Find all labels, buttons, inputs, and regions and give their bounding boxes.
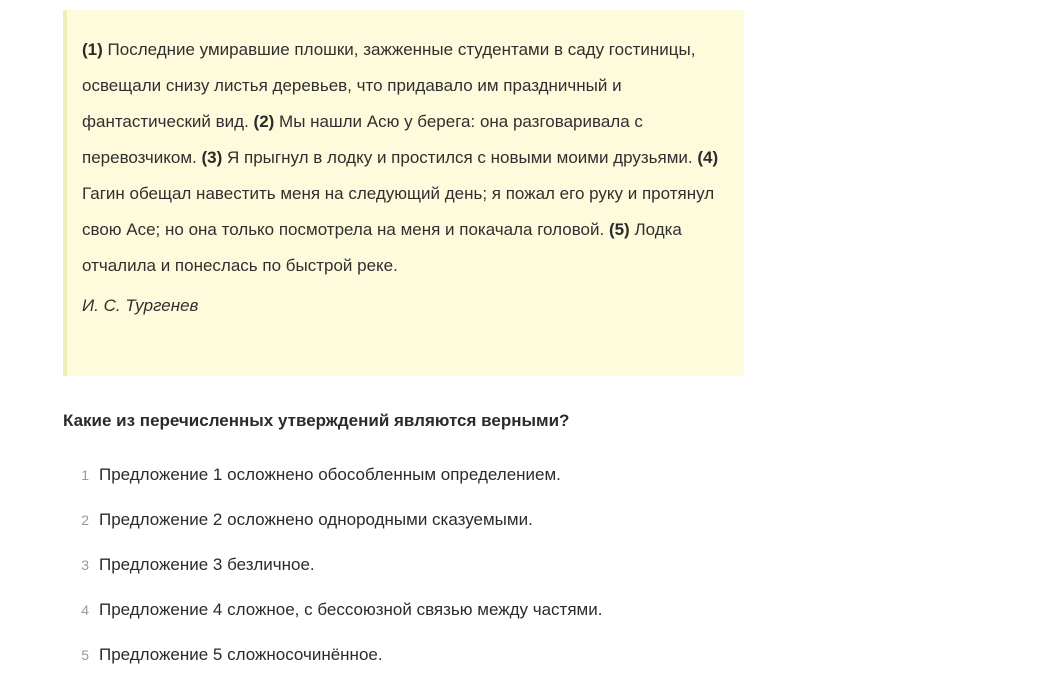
sentence-text: Последние умиравшие плошки, зажженные студентами в саду гостиницы, освещали снизу листья деревьев, что придавало им праздничный и фантастический вид. — [82, 40, 696, 131]
passage-author: И. С. Тургенев — [82, 296, 199, 315]
sentence-text: Гагин обещал навестить меня на следующий день; я пожал его руку и протянул свою Асе; но она только посмотрела на меня и покачала головой. — [82, 184, 715, 239]
option-number: 5 — [81, 647, 89, 663]
option-text: Предложение 2 осложнено однородными сказуемыми. — [99, 510, 533, 529]
option-text: Предложение 1 осложнено обособленным определением. — [99, 465, 561, 484]
option-text: Предложение 4 сложное, с бессоюзной связью между частями. — [99, 600, 603, 619]
answer-option[interactable] — [63, 463, 602, 508]
sentence-text: Лодка отчалила и понеслась по быстрой реке. — [82, 220, 682, 275]
answer-option[interactable] — [63, 598, 602, 643]
question-heading: Какие из перечисленных утверждений являются верными? — [63, 411, 570, 430]
option-number: 1 — [81, 467, 89, 483]
sentence-number: (1) — [82, 40, 103, 59]
option-number: 4 — [81, 602, 89, 618]
answer-option[interactable] — [63, 508, 602, 553]
sentence-number: (3) — [201, 148, 223, 167]
option-number: 2 — [81, 512, 89, 528]
answer-option[interactable] — [63, 553, 602, 598]
option-number: 3 — [81, 557, 89, 573]
sentence-text: Я прыгнул в лодку и простился с новыми моими друзьями. — [227, 148, 693, 167]
sentence-number: (5) — [608, 220, 630, 239]
answer-options-list — [63, 463, 602, 688]
passage-text — [82, 32, 724, 284]
text-passage — [63, 10, 744, 376]
sentence-text: Мы нашли Асю у берега: она разговаривала с перевозчиком. — [82, 112, 643, 167]
option-text: Предложение 5 сложносочинённое. — [99, 645, 383, 664]
sentence-number: (2) — [253, 112, 275, 131]
option-text: Предложение 3 безличное. — [99, 555, 315, 574]
answer-option[interactable] — [63, 643, 602, 688]
sentence-number: (4) — [697, 148, 719, 167]
